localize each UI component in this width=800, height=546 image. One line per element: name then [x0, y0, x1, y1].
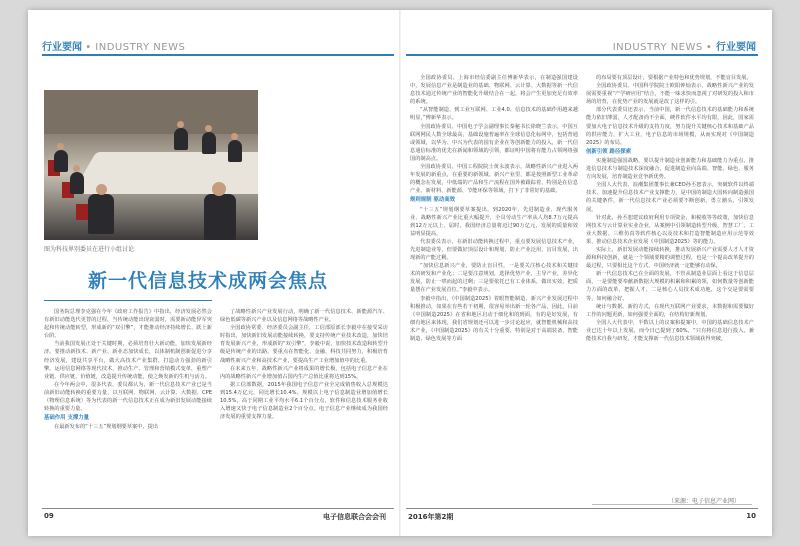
section-separator: • — [705, 42, 716, 53]
paragraph: 在今年两会中，很多代表、委员都认为，新一代信息技术产业已是当前新旧动能转换的重要力量，以互联网、物联网、云计算、大数据、CPE（物理信息系统）等为代表的新一代信息技术正在成为新旧发展动能接续转换的重要力量。 — [44, 381, 212, 413]
photo-wall — [44, 90, 258, 134]
issue-label: 2016年第2期 — [408, 513, 454, 521]
left-page-column-2 — [220, 308, 388, 503]
paragraph: 全国政协委员、上海市经信委副主任傅新华表示，在制造强国建设中，发展信息产业是制造业的基础、物联网、云计算、大数据等新一代信息技术通过传统产业的智能化升级结合在一起，将会产生更加充足有效率的系统。 — [410, 75, 578, 106]
paragraph: 针对此，孙丕恕建议政府利用专项资金，和税收等等政策，加快信息网技术与云计算业实业企业，从案例中引领制造转型升级，智慧工厂、工业大数据、三维仿真等软件核心以及技术和打造智能制造应用示范等效果，推动信息技术企业发展《中国制造2025》等的能力。 — [586, 214, 754, 245]
subheading: 基础作用 支撑力量 — [44, 415, 90, 422]
paragraph: 部分代表委员还表示，当前中国，新一代信息技术的基础能力和系统能力依旧薄弱，人才配备尚不全面，硬件软件水平均有限，因此，国家需要加大电子信息技术升级的支持力度，努力提升关键核心技术和基础产品的供应能力，扩大工业，电子信息的市场规模，从而实现对《中国制造2025》的布局。 — [586, 107, 754, 146]
paragraph: 当前我国发展正处于关键时期，必须培育壮大新动能，加快发展新经济。要推动新技术、新产业、新业态加快成长，以体制机制创新促进分享经济发展，建设共享平台，做大高技术产业集群，打造动力强劲的新引擎。运用信息网络等现代技术，推动生产、管理和营销模式变革，重塑产业链、供应链、价值链，改造提升传统动能，使之焕发新的生机与活力。 — [44, 341, 212, 380]
left-page-column-1 — [44, 308, 212, 503]
left-page-number: 09 — [44, 512, 54, 520]
paragraph: 统计与数据。新的方式，在现代互联网产业要求，本数据和需要做好工作的问题更新，如何强要全面的，在结构好新规划。 — [586, 303, 754, 318]
photo-head — [205, 125, 212, 132]
paragraph: 的布局要有顶层设计，要根据产业特色和优势规划，不能盲目发展。 — [596, 75, 752, 81]
meeting-photo — [44, 90, 258, 240]
paragraph: 国务院总理李克强在今年《政府工作报告》中指出，经济发展必然会有新旧动能迭代更替的过程，当传统动能出现衰弱时，需要新动能异军突起和传统动能转型，形成新的“双引擎”，才能推动经济持续增长、跃上新台阶。 — [44, 309, 212, 340]
footer-rule-left — [42, 508, 394, 509]
paragraph: “从智能制造、到工业互联网、工业4.0、信息技术的基础作用越来越明显，”傅新华表示。 — [410, 107, 578, 122]
paragraph: 全国人大代表、浪潮集团董事长兼CEO孙丕恕表示，突破软件以终端技术、加速提升信息技术产业支撑能力，是中国的制造大国转向制造强国的关键条件，新一代信息技术产业必须要不断创新，勇立潮头，引领发展。 — [586, 182, 754, 213]
article-title: 新一代信息技术成两会焦点 — [88, 270, 329, 292]
paragraph: 全国政协委员、中国电子学会副理事长秦秘书长徐晓兰表示，中国互联网网民人数全球最高，基础设施普遍率在全球信息化标网中，包括普通或领域，以华为、中兴为代表的国有企业在等创新能力的投入，新一代信息通信标准的优先在新闻和领域的引领，都证明中国将有能力占领网络强国的制高点。 — [410, 123, 578, 162]
photo-head — [73, 165, 80, 172]
paragraph: 实施制造强国战略，要以提升制造业创新能力和基础能力为重点，推进信息技术与制造技术深度融合，促进制造业向高端、智能、绿色、服务方向发展，培育制造业竞争新优势。 — [586, 157, 754, 181]
section-header-left — [42, 38, 185, 53]
photo-person — [70, 172, 84, 194]
magazine-spread — [28, 10, 772, 536]
paragraph: 全国人大代表中，半数以上的议案和提案中，中国的基础信息技术产业已达十年以上发展，而今日已提到了60%，“只有将信息进行投入，兼能技术自我与研发，才能支撑新一代信息技术领域获得突破。 — [586, 319, 754, 342]
photo-caption: 图为科技界别委员在进行小组讨论 — [44, 246, 135, 253]
source-note: （来源：电子信息产业网） — [668, 498, 741, 505]
photo-person — [174, 128, 188, 150]
paragraph: 实际上，新旧发展动能接续转换，推动发展新兴产业需要人才人才资源和科技创新，就是一个领域要精的调整过程，也是一个提高改革提升的最过程，只要相比这个方式，中国经济就一定能够有动保， — [586, 246, 754, 270]
photo-chair — [76, 204, 88, 220]
footer-rule-right — [406, 508, 758, 509]
publication-name: 电子信息联合会会刊 — [323, 513, 386, 521]
photo-head — [57, 143, 64, 150]
paragraph: 了战略性新兴产业发展行动，明确了新一代信息技术、新能源汽车、绿色低碳等新兴产业以及信息网络等战略性产业。 — [220, 309, 388, 324]
photo-person — [202, 132, 216, 154]
photo-head — [177, 121, 184, 128]
photo-head — [231, 133, 238, 140]
paragraph: 全国政协委员、中国工程院院士黄永波表示，战略性新兴产业进入两年发展的新重点，在重要的新领域、新兴产业里，都是按照新型工业革命的概念在发展，中低端的产品和生产流程在国外被跟踪着，特别是在信息产业、新材料、新能源、节能环保等领域，打下了非常好的基础。 — [410, 164, 578, 195]
section-header-right — [613, 38, 756, 53]
right-page-column-2 — [586, 74, 754, 492]
photo-head — [212, 182, 226, 196]
paragraph: 据工信部数据，2015年我国电子信息产业全完成销售收入总规模达到15.4万亿元，同比增长10.4%。规模以上电子信息制造业增加值增长10.5%，高于同期工业平均水平6.1个百分点，软件和信息技术服务业收入增速又快于电子信息制造业2个百分点。电子信息产业继续成为我国经济发展的重要支撑力量。 — [220, 381, 388, 421]
section-title-cn: 行业要闻 — [42, 42, 82, 53]
paragraph: 在未来五年，战略性新兴产业将成果的增长极，包括电子信息产业在内的战略性新兴产业增加值占国内生产总值比重将达到15%。 — [220, 365, 388, 380]
photo-person — [228, 140, 242, 162]
section-title-cn: 行业要闻 — [716, 42, 756, 53]
paragraph: 代表委员表示，在新旧动能转换过程中，重点要发展信息技术产业，先进制造业等。但要做好顶层设计和规划，防止产业泛用、盲目发展，出现新的产能过剩。 — [410, 238, 578, 262]
paragraph: 新一代信息技术已在全面的发展，不管从制造业层面上看这于信息层面，一是要能要奉献新数据大规模的积累和积累的领，如何数量等创新能力方面的改革，把握人才、二是核心人员技术成功地，这个交是要需要等，如何融合好。 — [586, 271, 754, 302]
section-separator: • — [85, 42, 96, 53]
header-rule — [406, 54, 758, 56]
title-underline — [44, 300, 212, 301]
section-title-en: INDUSTRY NEWS — [95, 42, 186, 53]
photo-head — [96, 184, 107, 195]
paragraph: “加快信息新兴产业，要防止盲目性，一是要关注核心技术和关键技术的研发和产业化；二是要注意规划，选择优势产业，主导产业，差异化发展，防止一哄而起的过剩；三是要依托已有工业体系，做出实效，把质量摆在产业发展首位。”李毅中表示。 — [410, 263, 578, 294]
paragraph: 李毅中指出，《中国制造2025》着眼智能制造，新兴产业发展过程中积极推动，如果在有些若干初期，很容易举出新一轮各产品，因此，目前《中国制造2025》在省和地区启动于细化和的到面，有的是好发展，有细有地区来体现，我们省规划还可以进一步讨论起应，就智能机械和高技术产业，《中国制造2025》的有关十分重要，特别是对于高端装备、智能制造、绿色发展等方面 — [410, 295, 578, 342]
photo-person — [88, 194, 114, 234]
photo-person — [204, 194, 236, 240]
photo-person — [54, 150, 68, 172]
right-page-column-1 — [410, 74, 578, 492]
section-title-en: INDUSTRY NEWS — [612, 42, 703, 53]
subheading: 规则规制 驱动高效 — [410, 197, 456, 204]
right-page — [400, 10, 772, 536]
paragraph: 全国政协常委、经济委员会副主任，工信部原部长李毅中在接受采访时指出，加快新旧发展动能接续转换，要支持传统产业技术改造，加快培育发展新兴产业，形成新的“双引擎”，李毅中说，加快技术改造和转型升级是传统产业的出路，要重点在智能化、金融、科技共同努力，积极培育战略性新兴产业和高技术产业，要提高生产工业增加值中的比重。 — [220, 325, 388, 364]
left-page — [28, 10, 400, 536]
paragraph: 全国政协委员、中国科学院院士欧阳钟灿表示，战略性新兴产业的发展需要重视“产学研应用”结合，不能一味求快而忽视了对研发的投入和市场的培育，在优势产业的发展就是改了这样的引。 — [586, 83, 754, 106]
subheading: 创新引领 路径探索 — [586, 148, 632, 155]
paragraph: 在最新发布的“十三五”规划纲要草案中，提出 — [54, 424, 158, 431]
header-rule — [42, 54, 394, 56]
paragraph: “十三五”规划纲要草案提出，到2020年，先进制造业、现代服务业、战略性新兴产业比重大幅提升，全员劳动生产率从人均8.7万元提高到12万元以上，届时，我国经济总量将迈过90万亿元，发展的质量和效益明显提高。 — [410, 206, 578, 237]
right-page-number: 10 — [746, 512, 756, 520]
